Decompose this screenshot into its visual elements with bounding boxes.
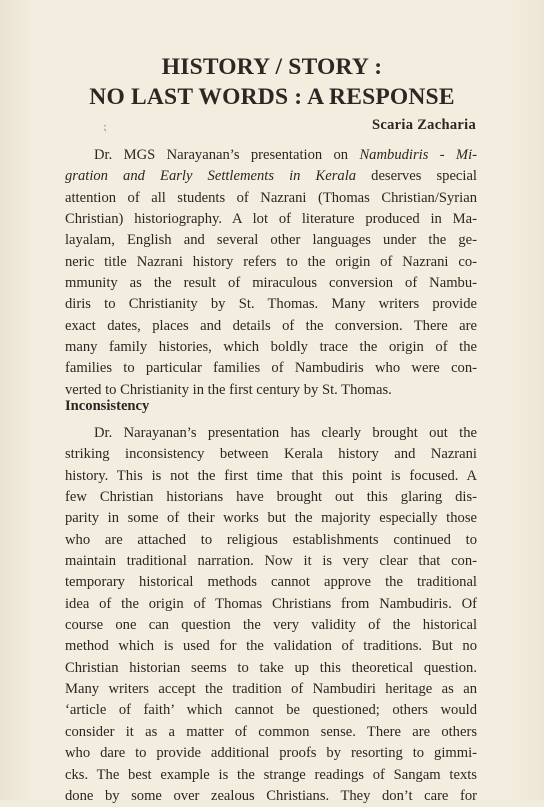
- section-heading: Inconsistency: [65, 398, 150, 414]
- paragraph-line: attention of all students of Nazrani (Thomas Christian/Syrian: [65, 189, 477, 206]
- paragraph-line: Many writers accept the tradition of Nambudiri heritage as an: [65, 681, 477, 698]
- paragraph-line: diris to Christianity by St. Thomas. Many writers provide: [65, 296, 477, 313]
- paragraph-line: history. This is not the first time that this point is focused. A: [65, 467, 477, 484]
- paragraph-line: parity in some of their works but the majority especially those: [65, 510, 477, 527]
- print-speck: ⁏: [103, 121, 107, 133]
- paragraph-line: idea of the origin of Thomas Christians from Nambudiris. Of: [65, 595, 477, 612]
- paragraph-line: temporary historical methods cannot approve the traditional: [65, 574, 477, 591]
- paragraph-line: Dr. MGS Narayanan’s presentation on Nambudiris - Mi-: [94, 147, 478, 163]
- paragraph-line: who dare to provide additional proofs by resorting to gimmi-: [65, 745, 477, 762]
- paragraph-line: Christian) historiography. A lot of literature produced in Ma-: [65, 211, 477, 228]
- title-line-1: HISTORY / STORY :: [161, 54, 383, 80]
- paragraph-line: few Christian historians have brought out this glaring dis-: [65, 489, 477, 506]
- paragraph-line: who are attached to religious establishments continued to: [65, 531, 477, 548]
- paragraph-1: [65, 145, 477, 401]
- paragraph-line: mmunity as the result of miraculous conversion of Nambu-: [65, 275, 477, 292]
- paragraph-line: many family histories, which boldly trace the origin of the: [65, 339, 477, 356]
- paragraph-line: consider it as a matter of common sense. There are others: [65, 723, 477, 740]
- paragraph-line: Dr. Narayanan’s presentation has clearly brought out the: [94, 425, 477, 441]
- paragraph-line: ‘article of faith’ which cannot be questioned; others would: [65, 702, 477, 719]
- paragraph-line: maintain traditional narration. Now it is very clear that con-: [65, 553, 477, 570]
- paragraph-line: cks. The best example is the strange readings of Sangam texts: [65, 766, 477, 783]
- title-line-2: NO LAST WORDS : A RESPONSE: [89, 84, 455, 110]
- paragraph-line: done by some over zealous Christians. They don’t care for: [65, 787, 477, 804]
- paragraph-line: method which is used for the validation of traditions. But no: [65, 638, 477, 655]
- paragraph-line: gration and Early Settlements in Kerala deserves special: [65, 168, 477, 185]
- author-name: Scaria Zacharia: [372, 117, 476, 133]
- paragraph-line: Christian historian seems to take up this theoretical question.: [65, 659, 477, 676]
- article-title: [0, 52, 544, 112]
- paragraph-line: layalam, English and several other languages under the ge-: [65, 232, 477, 249]
- paragraph-2: [65, 423, 477, 807]
- paragraph-line: course one can question the very validity of the historical: [65, 617, 477, 634]
- paragraph-line: neric title Nazrani history refers to the origin of Nazrani co-: [65, 253, 477, 270]
- paragraph-line: exact dates, places and details of the conversion. There are: [65, 317, 477, 334]
- paragraph-line: families to particular families of Nambudiris who were con-: [65, 360, 477, 377]
- paragraph-line: striking inconsistency between Kerala history and Nazrani: [65, 446, 477, 463]
- paragraph-line: verted to Christianity in the first century by St. Thomas.: [65, 381, 392, 398]
